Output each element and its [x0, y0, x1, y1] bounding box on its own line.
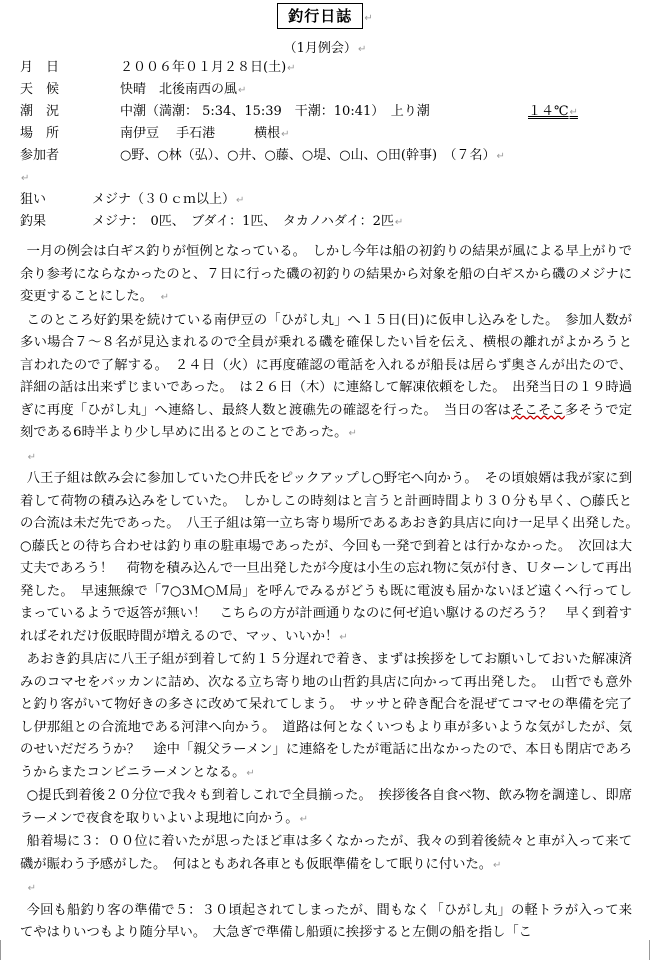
info-label: 潮 況 [20, 104, 60, 119]
paragraph-mark-icon: ↵ [493, 859, 502, 871]
paragraph [20, 900, 632, 945]
paragraph-text: 八王子組は飲み会に参加していた○井氏をピックアップし○野宅へ向かう。 その頃娘婿は我が家に到着して荷物の積み込みをしていた。 しかしこの時刻はと言うと計画時間より３０分も早く、○藤氏との合流は未だ先であった。 八王子組は第一立ち寄り場所であるあおき釣具店に向け一足早く出発した。 ○藤氏との待ち合わせは釣り車の駐車場であったが、今回も一発で到着とは行かなかった。 次回は大丈夫であろう！ 荷物を積み込んで一旦出発したが今度は小生の忘れ物に気が付き、Ｕターンして再出発した。 早速無線で「7○3Ｍ○Ｍ局」を呼んでみるがどうも既に電波も届かないほど遠くへ行ってしまっているようで返答が無い！ こちらの方が計画通りなのに何ゼ追い駆けるのだろう？ 早く到着すればそれだけ仮眠時間が増えるので、マッ、いいか！ [20, 471, 646, 644]
paragraph-text: 多そうで定刻である6時半より少し早めに出るとのことであった。 [20, 402, 632, 440]
paragraph-mark-icon: ↵ [357, 44, 367, 55]
paragraph [20, 831, 632, 877]
paragraph-mark-icon: ↵ [299, 813, 308, 825]
paragraph-text: あおき釣具店に八王子組が到着して約１５分遅れで着き、まずは挨拶をしてお願いしておいた解凍済みのコマセをバッカンに詰め、次なる立ち寄り地の山哲釣具店に向かって再出発した。 山哲でも意外と釣り客がいて物好きの多さに改めて呆れてしまう。 サッサと砕き配合を混ぜてコマセの準備を完了し伊那組との合流地である河津へ向かう。 道路は何となくいつもより車が多いような気がしたが、気のせいだだろうか？ 途中「親父ラーメン」に連絡をしたが電話に出なかったので、本日も閉店であろうからまたコンビニラーメンとなる。 [20, 652, 632, 780]
blank-paragraph [20, 446, 632, 469]
page-corner-right [643, 940, 650, 960]
paragraph [20, 468, 646, 649]
paragraph-text: 今回も船釣り客の準備で５：３０頃起されてしまったが、間もなく「ひがし丸」の軽トラが入って来てやはりいつもより随分早い。 大急ぎで準備し船頭に挨拶すると左側の船を指し「こ [20, 902, 632, 940]
paragraph-text: 一月の例会は白ギス釣りが恒例となっている。 しかし今年は船の初釣りの結果が風による早上がりで余り参考にならなかったのと、７日に行った磯の初釣りの結果から対象を船の白ギスから磯のメジナに変更することにした。 [20, 244, 632, 304]
catch-row [20, 211, 630, 233]
paragraph [20, 241, 632, 310]
target-row [20, 189, 630, 211]
paragraph-mark-icon: ↵ [27, 883, 37, 894]
paragraph-mark-icon: ↵ [236, 195, 245, 206]
info-row-place [20, 123, 630, 145]
info-label: 月 日 [20, 60, 60, 75]
target-value: メジナ（３０ｃｍ以上） [92, 192, 236, 207]
catch-value: メジナ： 0匹、 ブダイ：1匹、 タカノハダイ：2匹 [92, 214, 394, 229]
blank-paragraph [20, 877, 632, 900]
info-row-tide [20, 101, 630, 123]
paragraph-mark-icon: ↵ [160, 292, 170, 303]
info-value: 南伊豆 手石港 横根 [120, 126, 281, 141]
subtitle [0, 37, 650, 56]
paragraph-mark-icon: ↵ [238, 85, 247, 96]
title-area [0, 3, 650, 29]
document-title: 釣行日誌 [277, 3, 363, 29]
paragraph-mark-icon: ↵ [496, 151, 505, 162]
info-row-participants [20, 145, 630, 167]
blank-line [20, 167, 630, 189]
info-label: 参加者 [20, 148, 60, 163]
info-row-weather [20, 79, 630, 101]
paragraph-mark-icon: ↵ [394, 217, 404, 228]
paragraph [20, 310, 632, 446]
water-temperature [528, 101, 578, 124]
paragraph-mark-icon: ↵ [281, 129, 290, 140]
info-label: 天 候 [20, 82, 60, 97]
paragraph-mark-icon: ↵ [287, 63, 296, 74]
spellcheck-underlined-text: そこそこ [511, 402, 565, 418]
info-value: ２００６年０１月２８日(土) [120, 60, 287, 75]
paragraph-mark-icon: ↵ [364, 13, 373, 24]
paragraph [20, 785, 632, 831]
paragraph-text: このところ好釣果を続けている南伊豆の「ひがし丸」へ１５日(日)に仮申し込みをした。 参加人数が多い場合７～８名が見込まれるので全員が乗れる磯を確保したい旨を伝え、横根の離れがよかろうと言われたので了解する。 ２４日（火）に再度確認の電話を入れるが船長は居らず奥さんが出たので、詳細の話は出来ずじまいであった。 は２６日（木）に連絡して解凍依頼をした。 出発当日の１９時過ぎに再度「ひがし丸」へ連絡し、最終人数と渡礁先の確認を行った。 当日の客は [20, 312, 632, 418]
paragraph-mark-icon: ↵ [27, 451, 37, 463]
info-label: 場 所 [20, 126, 60, 141]
paragraph-mark-icon: ↵ [569, 107, 578, 118]
info-block [20, 57, 630, 233]
catch-label: 釣果 [20, 214, 47, 229]
info-row-date [20, 57, 630, 79]
info-value: ○野、○林（弘）、○井、○藤、○堤、○山、○田(幹事) （７名） [120, 148, 496, 163]
paragraph-text: 船着場に３：００位に着いたが思ったほど車は多くなかったが、我々の到着後続々と車が入って来て磯が賑わう予感がした。 何はともあれ各車とも仮眠準備をして眠りに付いた。 [20, 834, 632, 872]
water-temperature-value: １４℃ [528, 104, 569, 119]
paragraph-mark-icon: ↵ [246, 767, 255, 779]
paragraph-text: ○提氏到着後２０分位で我々も到着しこれで全員揃った。 挨拶後各自食べ物、飲み物を調達し、即席ラーメンで夜食を取りいよいよ現地に向かう。 [20, 788, 632, 826]
page-corner-left [0, 940, 7, 960]
paragraph-mark-icon: ↵ [348, 428, 357, 439]
paragraph-mark-icon: ↵ [339, 631, 348, 643]
report-body [20, 241, 646, 945]
info-value: 中潮（満潮： 5:34、15:39 干潮：10:41） 上り潮 [120, 104, 430, 119]
target-label: 狙い [20, 192, 47, 207]
info-value: 快晴 北後南西の風 [120, 82, 238, 97]
paragraph-mark-icon: ↵ [21, 173, 30, 184]
paragraph [20, 649, 632, 785]
subtitle-text: （1月例会） [283, 41, 357, 56]
